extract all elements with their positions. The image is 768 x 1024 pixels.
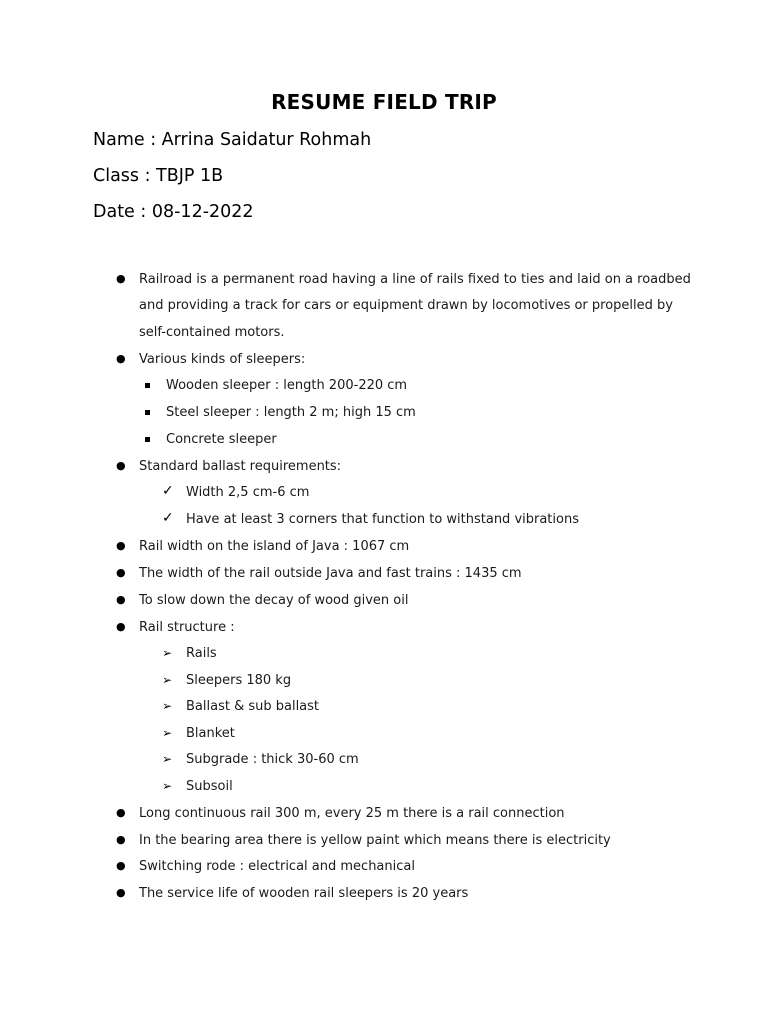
structure-item: Subsoil [186, 779, 233, 794]
ballast-item: Width 2,5 cm-6 cm [186, 485, 310, 500]
checkmark-icon: ✓ [162, 483, 174, 499]
round-bullet-icon: ● [116, 459, 126, 472]
sleeper-item: Steel sleeper : length 2 m; high 15 cm [166, 405, 416, 420]
arrow-bullet-icon: ➢ [162, 752, 173, 766]
railroad-line-3: self-contained motors. [139, 325, 285, 340]
round-bullet-icon: ● [116, 806, 126, 819]
arrow-bullet-icon: ➢ [162, 646, 173, 660]
arrow-bullet-icon: ➢ [162, 726, 173, 740]
structure-item: Subgrade : thick 30-60 cm [186, 752, 359, 767]
name-line: Name : Arrina Saidatur Rohmah [93, 130, 372, 150]
round-bullet-icon: ● [116, 859, 126, 872]
fact-item: To slow down the decay of wood given oil [139, 593, 409, 608]
sleeper-item: Concrete sleeper [166, 432, 277, 447]
square-bullet-icon [145, 410, 150, 415]
round-bullet-icon: ● [116, 833, 126, 846]
arrow-bullet-icon: ➢ [162, 699, 173, 713]
round-bullet-icon: ● [116, 272, 126, 285]
structure-item: Sleepers 180 kg [186, 673, 292, 688]
structure-heading: Rail structure : [139, 620, 235, 635]
structure-item: Rails [186, 646, 217, 661]
class-line: Class : TBJP 1B [93, 166, 224, 186]
sleeper-item: Wooden sleeper : length 200-220 cm [166, 378, 408, 393]
round-bullet-icon: ● [116, 352, 126, 365]
fact-item: In the bearing area there is yellow paint which means there is electricity [139, 833, 611, 848]
arrow-bullet-icon: ➢ [162, 673, 173, 687]
structure-item: Blanket [186, 726, 235, 741]
ballast-heading: Standard ballast requirements: [139, 459, 342, 474]
structure-item: Ballast & sub ballast [186, 699, 320, 714]
round-bullet-icon: ● [116, 620, 126, 633]
date-line: Date : 08-12-2022 [93, 202, 254, 222]
round-bullet-icon: ● [116, 886, 126, 899]
document-title: RESUME FIELD TRIP [271, 90, 497, 114]
checkmark-icon: ✓ [162, 510, 174, 526]
square-bullet-icon [145, 437, 150, 442]
railroad-line-1: Railroad is a permanent road having a line of rails fixed to ties and laid on a roadbed [139, 272, 691, 287]
fact-item: The service life of wooden rail sleepers is 20 years [139, 886, 469, 901]
arrow-bullet-icon: ➢ [162, 779, 173, 793]
fact-item: Rail width on the island of Java : 1067 cm [139, 539, 410, 554]
ballast-item: Have at least 3 corners that function to withstand vibrations [186, 512, 579, 527]
round-bullet-icon: ● [116, 539, 126, 552]
square-bullet-icon [145, 383, 150, 388]
sleepers-heading: Various kinds of sleepers: [139, 352, 306, 367]
fact-item: Long continuous rail 300 m, every 25 m there is a rail connection [139, 806, 565, 821]
round-bullet-icon: ● [116, 566, 126, 579]
railroad-line-2: and providing a track for cars or equipment drawn by locomotives or propelled by [139, 298, 673, 313]
fact-item: The width of the rail outside Java and fast trains : 1435 cm [139, 566, 522, 581]
round-bullet-icon: ● [116, 593, 126, 606]
fact-item: Switching rode : electrical and mechanical [139, 859, 415, 874]
